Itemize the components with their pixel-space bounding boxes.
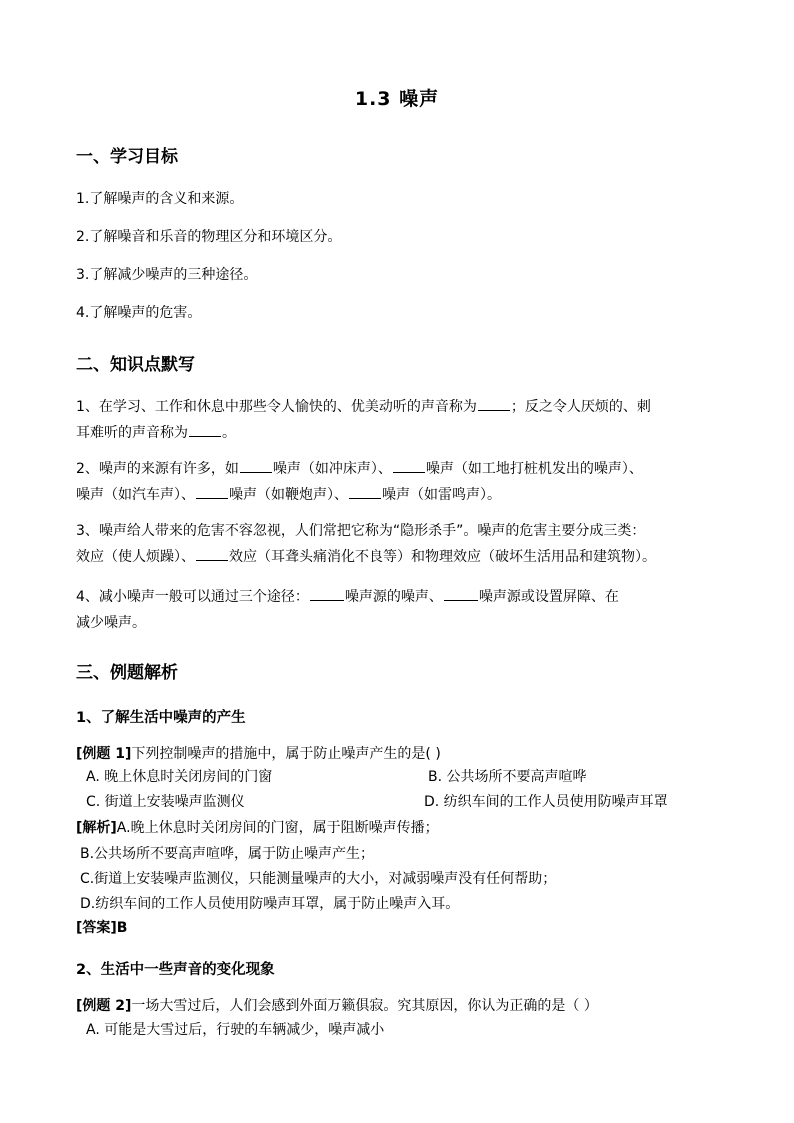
- example-1-analysis: [解析]A.晚上休息时关闭房间的门窗，属于阻断噪声传播；: [76, 820, 439, 836]
- fill-blank[interactable]: [189, 422, 221, 437]
- objective-item: 3.了解减少噪声的三种途径。: [76, 267, 258, 283]
- fill-blank[interactable]: [444, 586, 478, 601]
- question-2-line-2: 噪声（如汽车声）、 噪声（如鞭炮声）、 噪声（如雷鸣声）。: [76, 482, 720, 508]
- question-4-line-1: 4、减小噪声一般可以通过三个途径： 噪声源的噪声、 噪声源或设置屏障、在: [76, 584, 720, 610]
- section-heading-objectives: 一、学习目标: [76, 147, 178, 167]
- example-2-option-a: A. 可能是大雪过后，行驶的车辆减少，噪声减小: [86, 1022, 385, 1038]
- section-heading-examples: 三、例题解析: [76, 663, 178, 683]
- example-1-option-d: D. 纺织车间的工作人员使用防噪声耳罩: [424, 794, 668, 810]
- example-1-analysis-c: C.街道上安装噪声监测仪，只能测量噪声的大小，对减弱噪声没有任何帮助；: [80, 871, 557, 887]
- fill-blank[interactable]: [310, 586, 344, 601]
- question-3-line-1: 3、噪声给人带来的危害不容忽视，人们常把它称为“隐形杀手”。噪声的危害主要分成三类：: [76, 523, 646, 539]
- example-1-analysis-d: D.纺织车间的工作人员使用防噪声耳罩，属于防止噪声入耳。: [80, 896, 460, 912]
- example-1-option-b: B. 公共场所不要高声喧哗: [428, 769, 587, 785]
- example-1-option-a: A. 晚上休息时关闭房间的门窗: [86, 769, 273, 785]
- fill-blank[interactable]: [478, 396, 510, 411]
- example-1-question: [例题 1]下列控制噪声的措施中，属于防止噪声产生的是( ): [76, 746, 441, 762]
- fill-blank[interactable]: [349, 484, 381, 499]
- question-1-line-1: 1、在学习、工作和休息中那些令人愉快的、优美动听的声音称为 ；反之令人厌烦的、刺: [76, 394, 720, 420]
- example-1-answer: [答案]B: [76, 920, 128, 936]
- subheading-example-2: 2、生活中一些声音的变化现象: [76, 962, 275, 978]
- example-2-question: [例题 2]一场大雪过后，人们会感到外面万籁俱寂。究其原因，你认为正确的是（ ）: [76, 998, 598, 1014]
- fill-blank[interactable]: [393, 458, 425, 473]
- example-1-analysis-b: B.公共场所不要高声喧哗，属于防止噪声产生；: [80, 846, 375, 862]
- subheading-example-1: 1、了解生活中噪声的产生: [76, 710, 246, 726]
- fill-blank[interactable]: [196, 546, 228, 561]
- fill-blank[interactable]: [240, 458, 272, 473]
- page-title: 1.3 噪声: [354, 88, 440, 110]
- question-3-line-2: 效应（使人烦躁）、 效应（耳聋头痛消化不良等）和物理效应（破坏生活用品和建筑物）。: [76, 544, 720, 570]
- section-heading-knowledge: 二、知识点默写: [76, 355, 195, 375]
- objective-item: 1.了解噪声的含义和来源。: [76, 191, 244, 207]
- question-2-line-1: 2、噪声的来源有许多，如 噪声（如冲床声）、 噪声（如工地打桩机发出的噪声）、: [76, 456, 720, 482]
- question-1-line-2: 耳难听的声音称为 。: [76, 420, 720, 446]
- fill-blank[interactable]: [196, 484, 228, 499]
- question-4-line-2: 减少噪声。: [76, 615, 146, 631]
- objective-item: 4.了解噪声的危害。: [76, 305, 202, 321]
- objective-item: 2.了解噪音和乐音的物理区分和环境区分。: [76, 229, 342, 245]
- example-1-option-c: C. 街道上安装噪声监测仪: [86, 794, 245, 810]
